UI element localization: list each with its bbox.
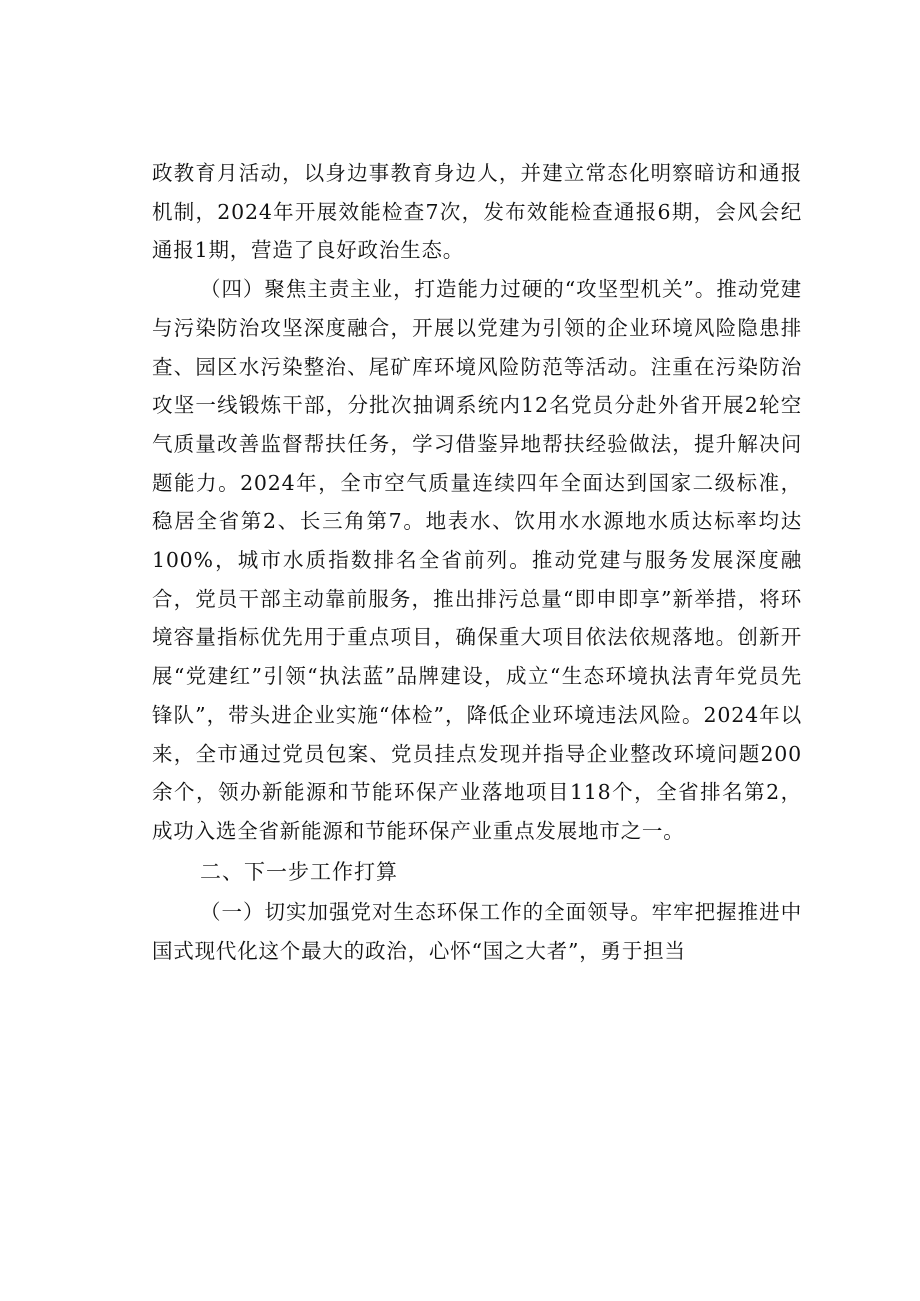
paragraph-section-four: （四）聚焦主责主业，打造能力过硬的“攻坚型机关”。推动党建与污染防治攻坚深度融合，开展以党建为引领的企业环境风险隐患排查、园区水污染整治、尾矿库环境风险防范等活动。注重在污染防治攻坚一线锻炼干部，分批次抽调系统内12名党员分赴外省开展2轮空气质量改善监督帮扶任务，学习借鉴异地帮扶经验做法，提升解决问题能力。2024年，全市空气质量连续四年全面达到国家二级标准，稳居全省第2、长三角第7。地表水、饮用水水源地水质达标率均达100%，城市水质指数排名全省前列。推动党建与服务发展深度融合，党员干部主动靠前服务，推出排污总量“即申即享”新举措，将环境容量指标优先用于重点项目，确保重大项目依法依规落地。创新开展“党建红”引领“执法蓝”品牌建设，成立“生态环境执法青年党员先锋队”，带头进企业实施“体检”，降低企业环境违法风险。2024年以来，全市通过党员包案、党员挂点发现并指导企业整改环境问题200余个，领办新能源和节能环保产业落地项目118个，全省排名第2，成功入选全省新能源和节能环保产业重点发展地市之一。 bbox=[152, 277, 802, 843]
paragraph-continued: 政教育月活动，以身边事教育身边人，并建立常态化明察暗访和通报机制，2024年开展效能检查7次，发布效能检查通报6期，会风会纪通报1期，营造了良好政治生态。 bbox=[152, 161, 802, 263]
document-body bbox=[152, 154, 802, 971]
paragraph-next-steps-one: （一）切实加强党对生态环保工作的全面领导。牢牢把握推进中国式现代化这个最大的政治，心怀“国之大者”，勇于担当 bbox=[152, 900, 802, 964]
section-heading: 二、下一步工作打算 bbox=[200, 859, 398, 884]
